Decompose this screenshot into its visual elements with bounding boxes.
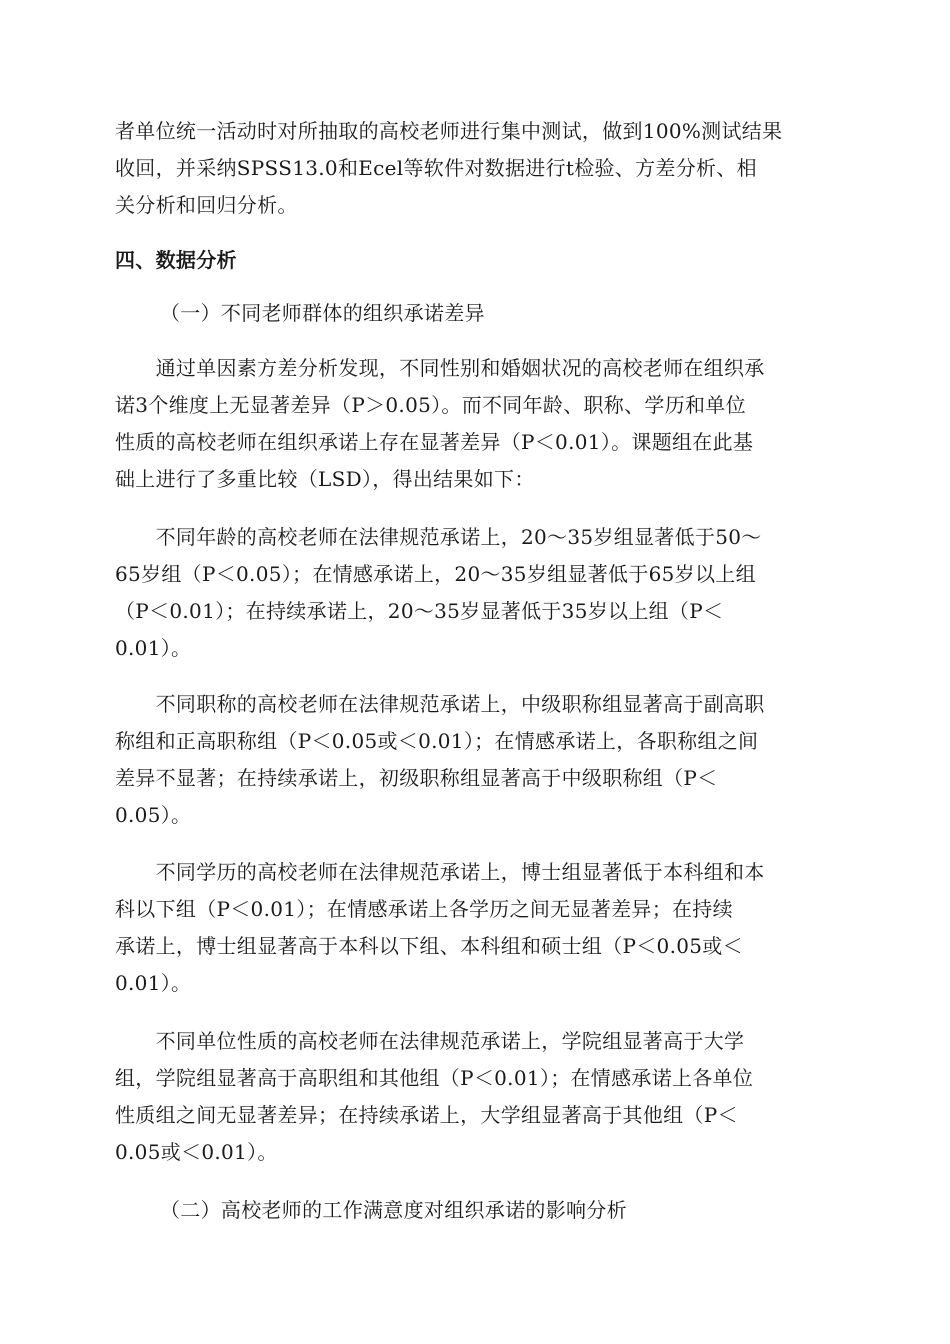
subsection-heading-2: （二）高校老师的工作满意度对组织承诺的影响分析 (160, 1198, 627, 1222)
text-line: 性质的高校老师在组织承诺上存在显著差异（P＜0.01）。课题组在此基 (115, 430, 754, 454)
text-line: 65岁组（P＜0.05）；在情感承诺上，20～35岁组显著低于65岁以上组 (115, 562, 756, 586)
text-line: 关分析和回归分析。 (115, 193, 298, 217)
text-line: 收回，并采纳SPSS13.0和Ecel等软件对数据进行t检验、方差分析、相 (115, 156, 757, 180)
text-line: 通过单因素方差分析发现，不同性别和婚姻状况的高校老师在组织承 (115, 356, 765, 380)
text-line: 不同学历的高校老师在法律规范承诺上，博士组显著低于本科组和本 (115, 860, 765, 884)
text-line: 础上进行了多重比较（LSD），得出结果如下： (115, 467, 535, 491)
text-line: 0.05或＜0.01）。 (115, 1140, 278, 1164)
text-line: 0.05）。 (115, 803, 192, 827)
text-line: 性质组之间无显著差异；在持续承诺上，大学组显著高于其他组（P＜ (115, 1103, 738, 1127)
subsection-heading-1: （一）不同老师群体的组织承诺差异 (160, 301, 485, 325)
text-line: 组，学院组显著高于高职组和其他组（P＜0.01）；在情感承诺上各单位 (115, 1066, 754, 1090)
text-line: 称组和正高职称组（P＜0.05或＜0.01）；在情感承诺上，各职称组之间 (115, 729, 759, 753)
text-line: 诺3个维度上无显著差异（P＞0.05）。而不同年龄、职称、学历和单位 (115, 393, 746, 417)
text-line: （P＜0.01）；在持续承诺上，20～35岁显著低于35岁以上组（P＜ (115, 599, 724, 623)
text-line: 不同年龄的高校老师在法律规范承诺上，20～35岁组显著低于50～ (115, 525, 762, 549)
paragraph-unit (115, 1023, 835, 1171)
text-line: 0.01）。 (115, 971, 192, 995)
text-line: 差异不显著；在持续承诺上，初级职称组显著高于中级职称组（P＜ (115, 766, 718, 790)
text-line: 者单位统一活动时对所抽取的高校老师进行集中测试，做到100%测试结果 (115, 119, 783, 143)
text-line: 科以下组（P＜0.01）；在情感承诺上各学历之间无显著差异；在持续 (115, 897, 733, 921)
paragraph-education (115, 854, 835, 1002)
text-line: 0.01）。 (115, 636, 192, 660)
text-line: 不同单位性质的高校老师在法律规范承诺上，学院组显著高于大学 (115, 1029, 745, 1053)
paragraph-anova (115, 350, 835, 498)
intro-paragraph (115, 113, 835, 224)
text-line: 不同职称的高校老师在法律规范承诺上，中级职称组显著高于副高职 (115, 692, 765, 716)
text-line: 承诺上，博士组显著高于本科以下组、本科组和硕士组（P＜0.05或＜ (115, 934, 743, 958)
paragraph-age (115, 519, 835, 667)
paragraph-title (115, 686, 835, 834)
section-heading: 四、数据分析 (115, 248, 237, 272)
